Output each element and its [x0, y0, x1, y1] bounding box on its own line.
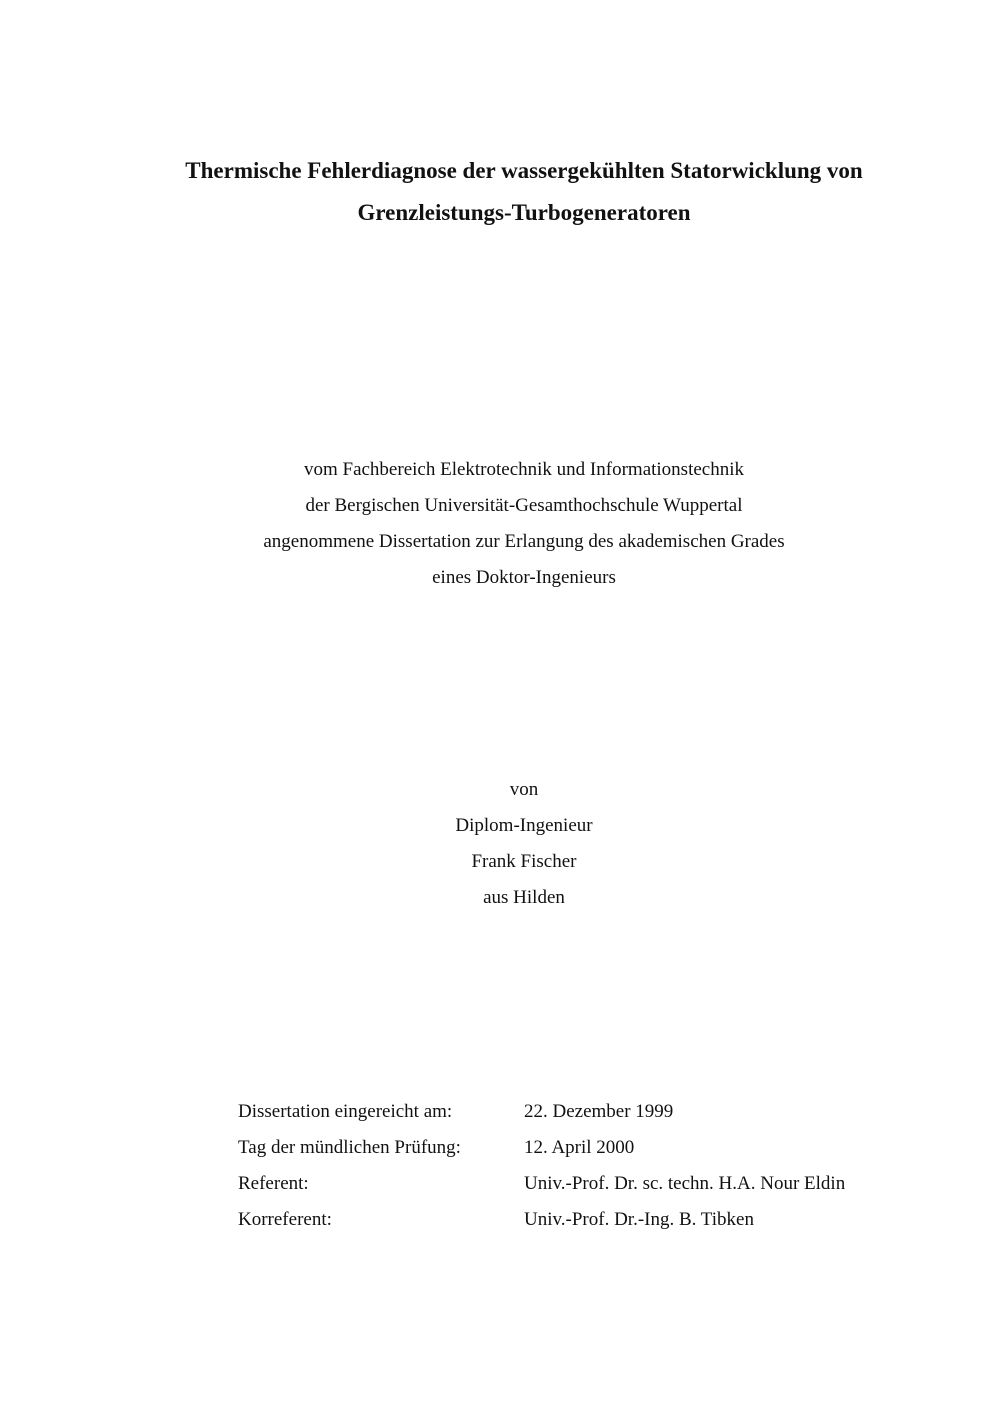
title-line-2: Grenzleistungs-Turbogeneratoren [357, 200, 691, 225]
detail-value: Univ.-Prof. Dr. sc. techn. H.A. Nour Eldin [524, 1173, 846, 1194]
detail-label: Tag der mündlichen Prüfung: [238, 1137, 461, 1158]
faculty-description [0, 452, 1000, 596]
detail-value: 12. April 2000 [524, 1137, 635, 1158]
title-line-1: Thermische Fehlerdiagnose der wassergekühlten Statorwicklung von [185, 158, 863, 183]
author-origin: aus Hilden [483, 887, 565, 908]
detail-label: Referent: [238, 1173, 309, 1194]
detail-label: Korreferent: [238, 1209, 332, 1230]
detail-label: Dissertation eingereicht am: [238, 1101, 453, 1122]
detail-row-korreferent [238, 1202, 845, 1238]
description-line-1: vom Fachbereich Elektrotechnik und Informationstechnik [303, 459, 745, 480]
detail-row-submitted [238, 1094, 845, 1130]
detail-value: 22. Dezember 1999 [524, 1101, 674, 1122]
author-name: Frank Fischer [471, 851, 577, 872]
dissertation-details [238, 1094, 845, 1238]
author-degree: Diplom-Ingenieur [455, 815, 593, 836]
author-block [0, 772, 1000, 916]
detail-row-referent [238, 1166, 845, 1202]
description-line-2: der Bergischen Universität-Gesamthochschule Wuppertal [305, 495, 743, 516]
description-line-4: eines Doktor-Ingenieurs [432, 567, 616, 588]
detail-row-exam-date [238, 1130, 845, 1166]
detail-value: Univ.-Prof. Dr.-Ing. B. Tibken [524, 1209, 754, 1230]
dissertation-title [0, 150, 1000, 234]
description-line-3: angenommene Dissertation zur Erlangung des akademischen Grades [263, 531, 785, 552]
author-von: von [509, 779, 539, 800]
